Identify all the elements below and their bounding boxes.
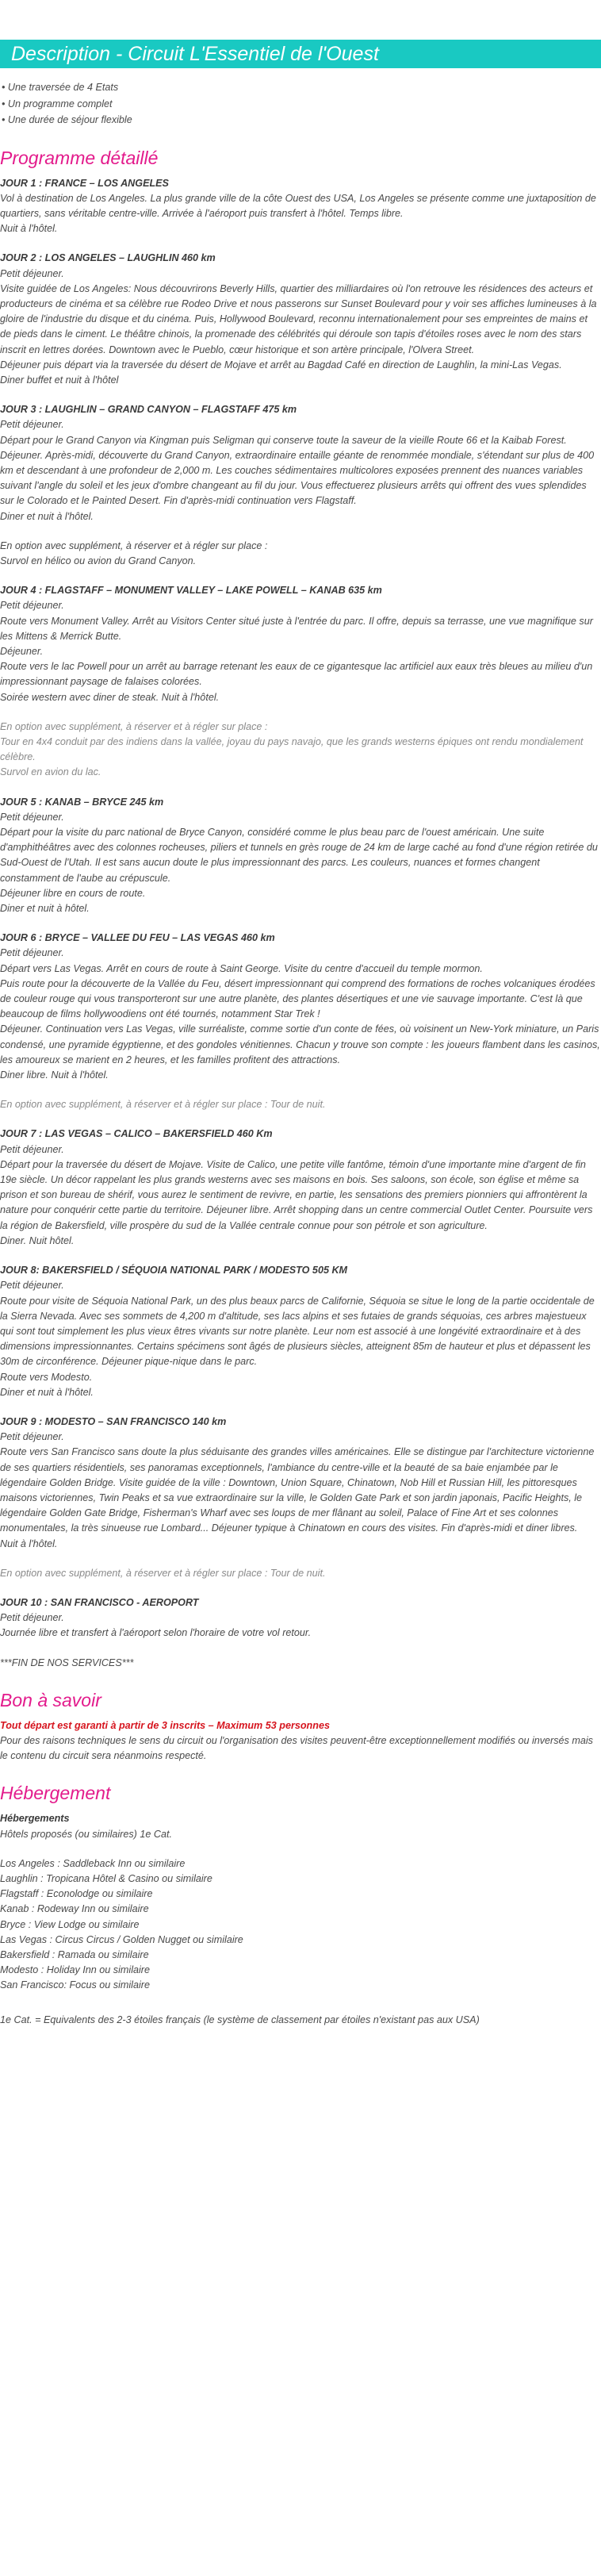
option-line: En option avec supplément, à réserver et à régler sur place : bbox=[0, 539, 268, 551]
day-line: Petit déjeuner. bbox=[0, 419, 64, 431]
day-line: Nuit à l'hôtel. bbox=[0, 1538, 58, 1549]
day-line: Route vers le lac Powell pour un arrêt au barrage retenant les eaux de ce gigantesque lac artificiel aux eaux très bleues au milieu d'un impressionnant paysage de falaises colorées. bbox=[0, 661, 593, 688]
hotel-item: Las Vegas : Circus Circus / Golden Nugget ou similaire bbox=[0, 1933, 243, 1945]
day-title: JOUR 5 : KANAB – BRYCE 245 km bbox=[0, 796, 164, 808]
day-block bbox=[0, 1415, 601, 1552]
hotel-item: Los Angeles : Saddleback Inn ou similaire bbox=[0, 1857, 186, 1869]
day-line: Déjeuner. Après-midi, découverte du Grand Canyon, extraordinaire entaille géante de renommée mondiale, s'étendant sur plus de 400 km et descendant à une profondeur de 2,000 m. Les couches sédimentaires multicolores exposées prennent des nuances variables suivant l'angle du soleil et les jeux d'ombre changeant au fil du jour. Vous effectuerez plusieurs arrêts qui offrent des vues splendides sur le Colorado et le Painted Desert. Fin d'après-midi continuation vers Flagstaff. bbox=[0, 449, 595, 507]
option-block bbox=[0, 1097, 601, 1112]
hotel-item: Bryce : View Lodge ou similaire bbox=[0, 1918, 140, 1930]
day-line: Nuit à l'hôtel. bbox=[0, 223, 58, 235]
day-title: JOUR 9 : MODESTO – SAN FRANCISCO 140 km bbox=[0, 1415, 227, 1427]
day-line: Petit déjeuner. bbox=[0, 947, 64, 959]
day-line: Déjeuner libre en cours de route. bbox=[0, 887, 146, 899]
day-line: Journée libre et transfert à l'aéroport selon l'horaire de votre vol retour. bbox=[0, 1627, 312, 1639]
intro-item: • Un programme complet bbox=[2, 98, 113, 109]
option-block bbox=[0, 1566, 601, 1581]
hebergement-heading: Hébergement bbox=[0, 1783, 111, 1804]
day-block bbox=[0, 795, 601, 917]
hotel-item: Flagstaff : Econolodge ou similaire bbox=[0, 1888, 153, 1900]
day-block bbox=[0, 251, 601, 388]
day-line: Petit déjeuner. bbox=[0, 1612, 64, 1624]
day-line: Vol à destination de Los Angeles. La plus grande ville de la côte Ouest des USA, Los Angeles se présente comme une juxtaposition de quartiers, sans véritable centre-ville. Arrivée à l'aéroport puis transfert à l'hôtel. Temps libre. bbox=[0, 192, 596, 219]
day-line: Petit déjeuner. bbox=[0, 600, 64, 612]
day-line: Départ pour le Grand Canyon via Kingman puis Seligman qui conserve toute la saveur de la vieille Route 66 et la Kaibab Forest. bbox=[0, 434, 567, 446]
day-line: Départ pour la traversée du désert de Mojave. Visite de Calico, une petite ville fantôme, témoin d'une importante mine d'argent de fin 19e siècle. Un décor rappelant les plus grands westerns avec ses maisons en bois. Ses saloons, son école, son église et même sa prison et son bureau de shérif, vous aurez le sentiment de revivre, en partie, les sensations des premiers pionniers qui affrontèrent la nature pour conquérir cette partie du territoire. Déjeuner libre. Arrêt shopping dans un centre commercial Outlet Center. Poursuite vers la région de Bakersfield, ville prospère du sud de la Vallée centrale connue pour son pétrole et son agriculture. bbox=[0, 1158, 593, 1231]
day-title: JOUR 8: BAKERSFIELD / SÉQUOIA NATIONAL PARK / MODESTO 505 KM bbox=[0, 1265, 348, 1276]
day-line: Diner et nuit à l'hôtel. bbox=[0, 510, 94, 522]
day-line: Route vers San Francisco sans doute la plus séduisante des grandes villes américaines. Elle se distingue par l'architecture victorienne de ses quartiers résidentiels, ses panoramas exceptionnels, l'ambiance du centre-ville et la beauté de sa baie enjambée par le légendaire Golden Bridge. Visite guidée de la ville : Downtown, Union Square, Chinatown, Nob Hill et Russian Hill, les pittoresques maisons victoriennes, Twin Peaks et sa vue extraordinaire sur la ville, le Golden Gate Park et son jardin japonais, Pacific Heights, le légendaire Golden Gate Bridge, Fisherman's Wharf avec ses loups de mer flânant au soleil, Palace of Fine Art et ses colonnes monumentales, la très sinueuse rue Lombard... Déjeuner typique à Chinatown en cours des visites. Fin d'après-midi et diner libres. bbox=[0, 1446, 595, 1534]
day-line: Route pour visite de Séquoia National Park, un des plus beaux parcs de Californie, Séquoia se situe le long de la partie occidentale de la Sierra Nevada. Avec ses sommets de 4,200 m d'altitude, ses lacs alpins et ses futaies de grands séquoias, ces arbres majestueux qui sont tout simplement les plus vieux êtres vivants sur notre planète. Leur nom est associé à une longévité extraordinaire et à des dimensions impressionnantes. Certains spécimens sont âgés de plusieurs siècles, atteignent 85m de hauteur et plus et dépassent les 30m de circonférence. Déjeuner pique-nique dans le parc. bbox=[0, 1295, 595, 1368]
day-line: Visite guidée de Los Angeles: Nous découvrirons Beverly Hills, quartier des milliardaires où l'on retrouve les résidences des acteurs et producteurs de cinéma et sa célèbre rue Rodeo Drive et nous passerons sur Sunset Boulevard pour y voir ses affiches lumineuses à la gloire de l'industrie du disque et du cinéma. Puis, Hollywood Boulevard, reconnu internationalement pour ses empreintes de mains et de pieds dans le ciment. Le théâtre chinois, la promenade des célébrités qui déroule son tapis d'étoiles roses avec le nom des stars inscrit en lettres dorées. Downtown avec le Pueblo, cœur historique et son artère principale, l'Olvera Street. bbox=[0, 282, 597, 355]
intro-item: • Une durée de séjour flexible bbox=[2, 114, 132, 125]
hebergements-subheading: Hébergements bbox=[0, 1813, 70, 1825]
day-line: Déjeuner puis départ via la traversée du désert de Mojave et arrêt au Bagdad Café en direction de Laughlin, la mini-Las Vegas. bbox=[0, 359, 562, 370]
day-block bbox=[0, 402, 601, 524]
day-title: JOUR 4 : FLAGSTAFF – MONUMENT VALLEY – LAKE POWELL – KANAB 635 km bbox=[0, 585, 382, 597]
option-line: Survol en avion du lac. bbox=[0, 766, 101, 778]
end-services: ***FIN DE NOS SERVICES*** bbox=[0, 1657, 134, 1668]
day-block bbox=[0, 931, 601, 1083]
day-block bbox=[0, 1595, 601, 1641]
option-line: En option avec supplément, à réserver et à régler sur place : Tour de nuit. bbox=[0, 1567, 326, 1579]
hotel-item: San Francisco: Focus ou similaire bbox=[0, 1979, 150, 1991]
departure-guarantee: Tout départ est garanti à partir de 3 inscrits – Maximum 53 personnes bbox=[0, 1719, 330, 1731]
hotel-item: Bakersfield : Ramada ou similaire bbox=[0, 1949, 149, 1960]
option-line: Survol en hélico ou avion du Grand Canyon. bbox=[0, 555, 197, 566]
day-title: JOUR 10 : SAN FRANCISCO - AEROPORT bbox=[0, 1596, 199, 1608]
day-line: Petit déjeuner. bbox=[0, 1280, 64, 1292]
program-heading: Programme détaillé bbox=[0, 147, 159, 168]
day-title: JOUR 1 : FRANCE – LOS ANGELES bbox=[0, 177, 169, 189]
day-line: Déjeuner. bbox=[0, 645, 44, 657]
intro-list bbox=[0, 68, 601, 129]
day-line: Petit déjeuner. bbox=[0, 267, 64, 279]
option-line: En option avec supplément, à réserver et à régler sur place : bbox=[0, 720, 268, 732]
bon-a-savoir-heading: Bon à savoir bbox=[0, 1689, 101, 1710]
hotel-list bbox=[0, 1856, 601, 1994]
day-line: Diner et nuit à hôtel. bbox=[0, 903, 90, 915]
day-block bbox=[0, 1263, 601, 1400]
day-line: Puis route pour la découverte de la Vallée du Feu, désert impressionnant qui comprend des formations de roches volcaniques érodées de couleur rouge qui vous transporteront sur une autre planète, des plantes désertiques et une vie sauvage importante. C'est là que beaucoup de films hollywoodiens ont été tournés, notamment Star Trek ! bbox=[0, 977, 595, 1020]
day-line: Petit déjeuner. bbox=[0, 1143, 64, 1155]
day-line: Départ pour la visite du parc national de Bryce Canyon, considéré comme le plus beau parc de l'ouest américain. Une suite d'amphithéâtres avec des colonnes rocheuses, piliers et tunnels en grès rouge de 24 km de large caché au fond d'une région retirée du Sud-Ouest de l'Utah. Il est sans aucun doute le plus impressionnant des parcs. Les couleurs, nuances et formes changent constamment de l'aube au crépuscule. bbox=[0, 827, 598, 884]
hotel-item: Modesto : Holiday Inn ou similaire bbox=[0, 1964, 150, 1976]
day-line: Petit déjeuner. bbox=[0, 811, 64, 823]
day-line: Route vers Monument Valley. Arrêt au Visitors Center situé juste à l'entrée du parc. Il offre, depuis sa terrasse, une vue magnifique sur les Mittens & Merrick Butte. bbox=[0, 615, 593, 642]
option-block bbox=[0, 539, 601, 569]
day-line: Diner et nuit à l'hôtel. bbox=[0, 1386, 94, 1398]
program-days bbox=[0, 176, 601, 1641]
day-line: Départ vers Las Vegas. Arrêt en cours de route à Saint George. Visite du centre d'accueil du temple mormon. bbox=[0, 962, 483, 974]
hotel-item: Laughlin : Tropicana Hôtel & Casino ou similaire bbox=[0, 1872, 212, 1884]
hotel-item: Kanab : Rodeway Inn ou similaire bbox=[0, 1903, 149, 1915]
day-line: Diner. Nuit hôtel. bbox=[0, 1234, 75, 1246]
day-line: Déjeuner. Continuation vers Las Vegas, ville surréaliste, comme sortie d'un conte de fées, où voisinent un New-York miniature, un Paris condensé, une pyramide égyptienne, et des gondoles vénitiennes. Chacun y trouve son compte : les joueurs flambent dans les casinos, les amoureux se marient en 2 heures, et les familles profitent des attractions. bbox=[0, 1023, 600, 1065]
day-title: JOUR 6 : BRYCE – VALLEE DU FEU – LAS VEGAS 460 km bbox=[0, 932, 275, 944]
category-footnote: 1e Cat. = Equivalents des 2-3 étoiles français (le système de classement par étoiles n'existant pas aux USA) bbox=[0, 2014, 480, 2025]
option-line: Tour en 4x4 conduit par des indiens dans la vallée, joyau du pays navajo, que les grands westerns épiques ont rendu mondialement célèbre. bbox=[0, 736, 584, 763]
intro-item: • Une traversée de 4 Etats bbox=[2, 82, 119, 93]
hotels-intro: Hôtels proposés (ou similaires) 1e Cat. bbox=[0, 1828, 172, 1840]
day-block bbox=[0, 583, 601, 705]
day-title: JOUR 3 : LAUGHLIN – GRAND CANYON – FLAGSTAFF 475 km bbox=[0, 404, 297, 416]
option-line: En option avec supplément, à réserver et à régler sur place : Tour de nuit. bbox=[0, 1099, 326, 1111]
description-banner: Description - Circuit L'Essentiel de l'Ouest bbox=[0, 40, 601, 68]
day-title: JOUR 2 : LOS ANGELES – LAUGHLIN 460 km bbox=[0, 252, 216, 264]
bon-a-savoir-text: Pour des raisons techniques le sens du circuit ou l'organisation des visites peuvent-être exceptionnellement modifiés ou inversés mais le contenu du circuit sera néanmoins respecté. bbox=[0, 1734, 593, 1762]
day-title: JOUR 7 : LAS VEGAS – CALICO – BAKERSFIELD 460 Km bbox=[0, 1128, 273, 1140]
day-line: Route vers Modesto. bbox=[0, 1371, 93, 1383]
day-block bbox=[0, 176, 601, 237]
day-line: Petit déjeuner. bbox=[0, 1431, 64, 1443]
day-line: Diner libre. Nuit à l'hôtel. bbox=[0, 1069, 109, 1081]
day-block bbox=[0, 1127, 601, 1249]
day-line: Soirée western avec diner de steak. Nuit à l'hôtel. bbox=[0, 691, 220, 703]
day-line: Diner buffet et nuit à l'hôtel bbox=[0, 374, 119, 386]
option-block bbox=[0, 720, 601, 781]
